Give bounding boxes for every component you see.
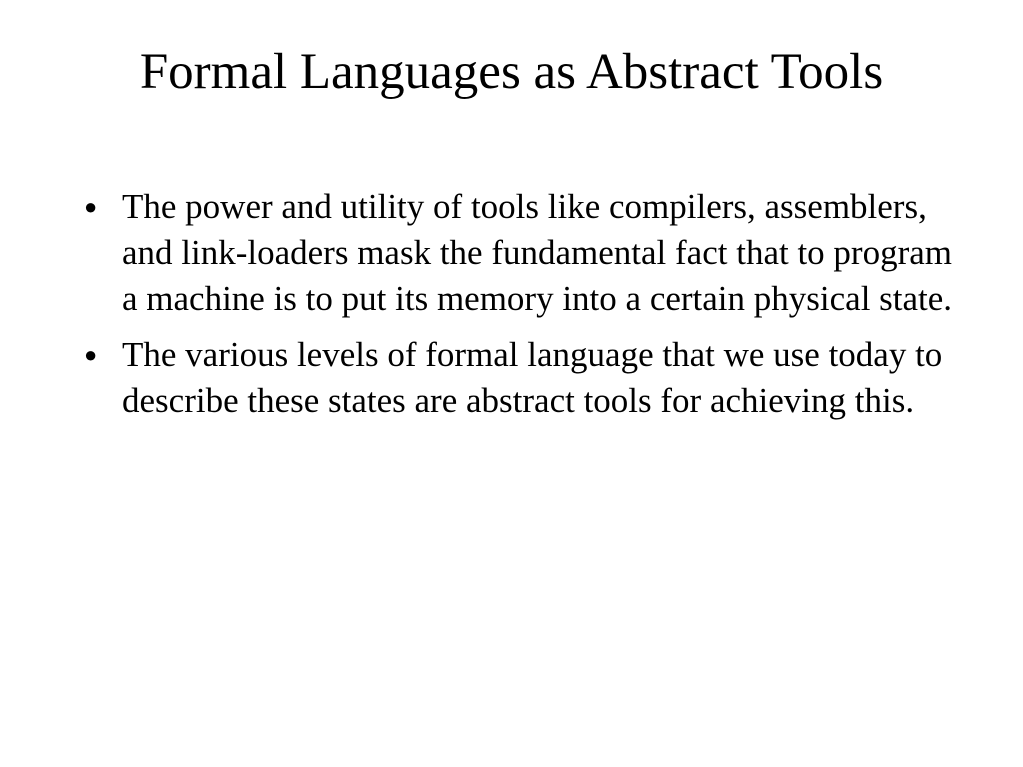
bullet-item xyxy=(84,184,964,322)
bullet-dot-icon: ● xyxy=(84,342,98,367)
bullet-text: The power and utility of tools like compilers, assemblers, and link-loaders mask the fundamental fact that to program a machine is to put its memory into a certain physical state. xyxy=(122,187,953,318)
bullet-list xyxy=(84,184,964,434)
bullet-dot-icon: ● xyxy=(84,194,98,219)
slide-title: Formal Languages as Abstract Tools xyxy=(139,44,884,100)
bullet-item xyxy=(84,332,964,424)
bullet-text: The various levels of formal language that we use today to describe these states are abstract tools for achieving this. xyxy=(122,335,943,420)
